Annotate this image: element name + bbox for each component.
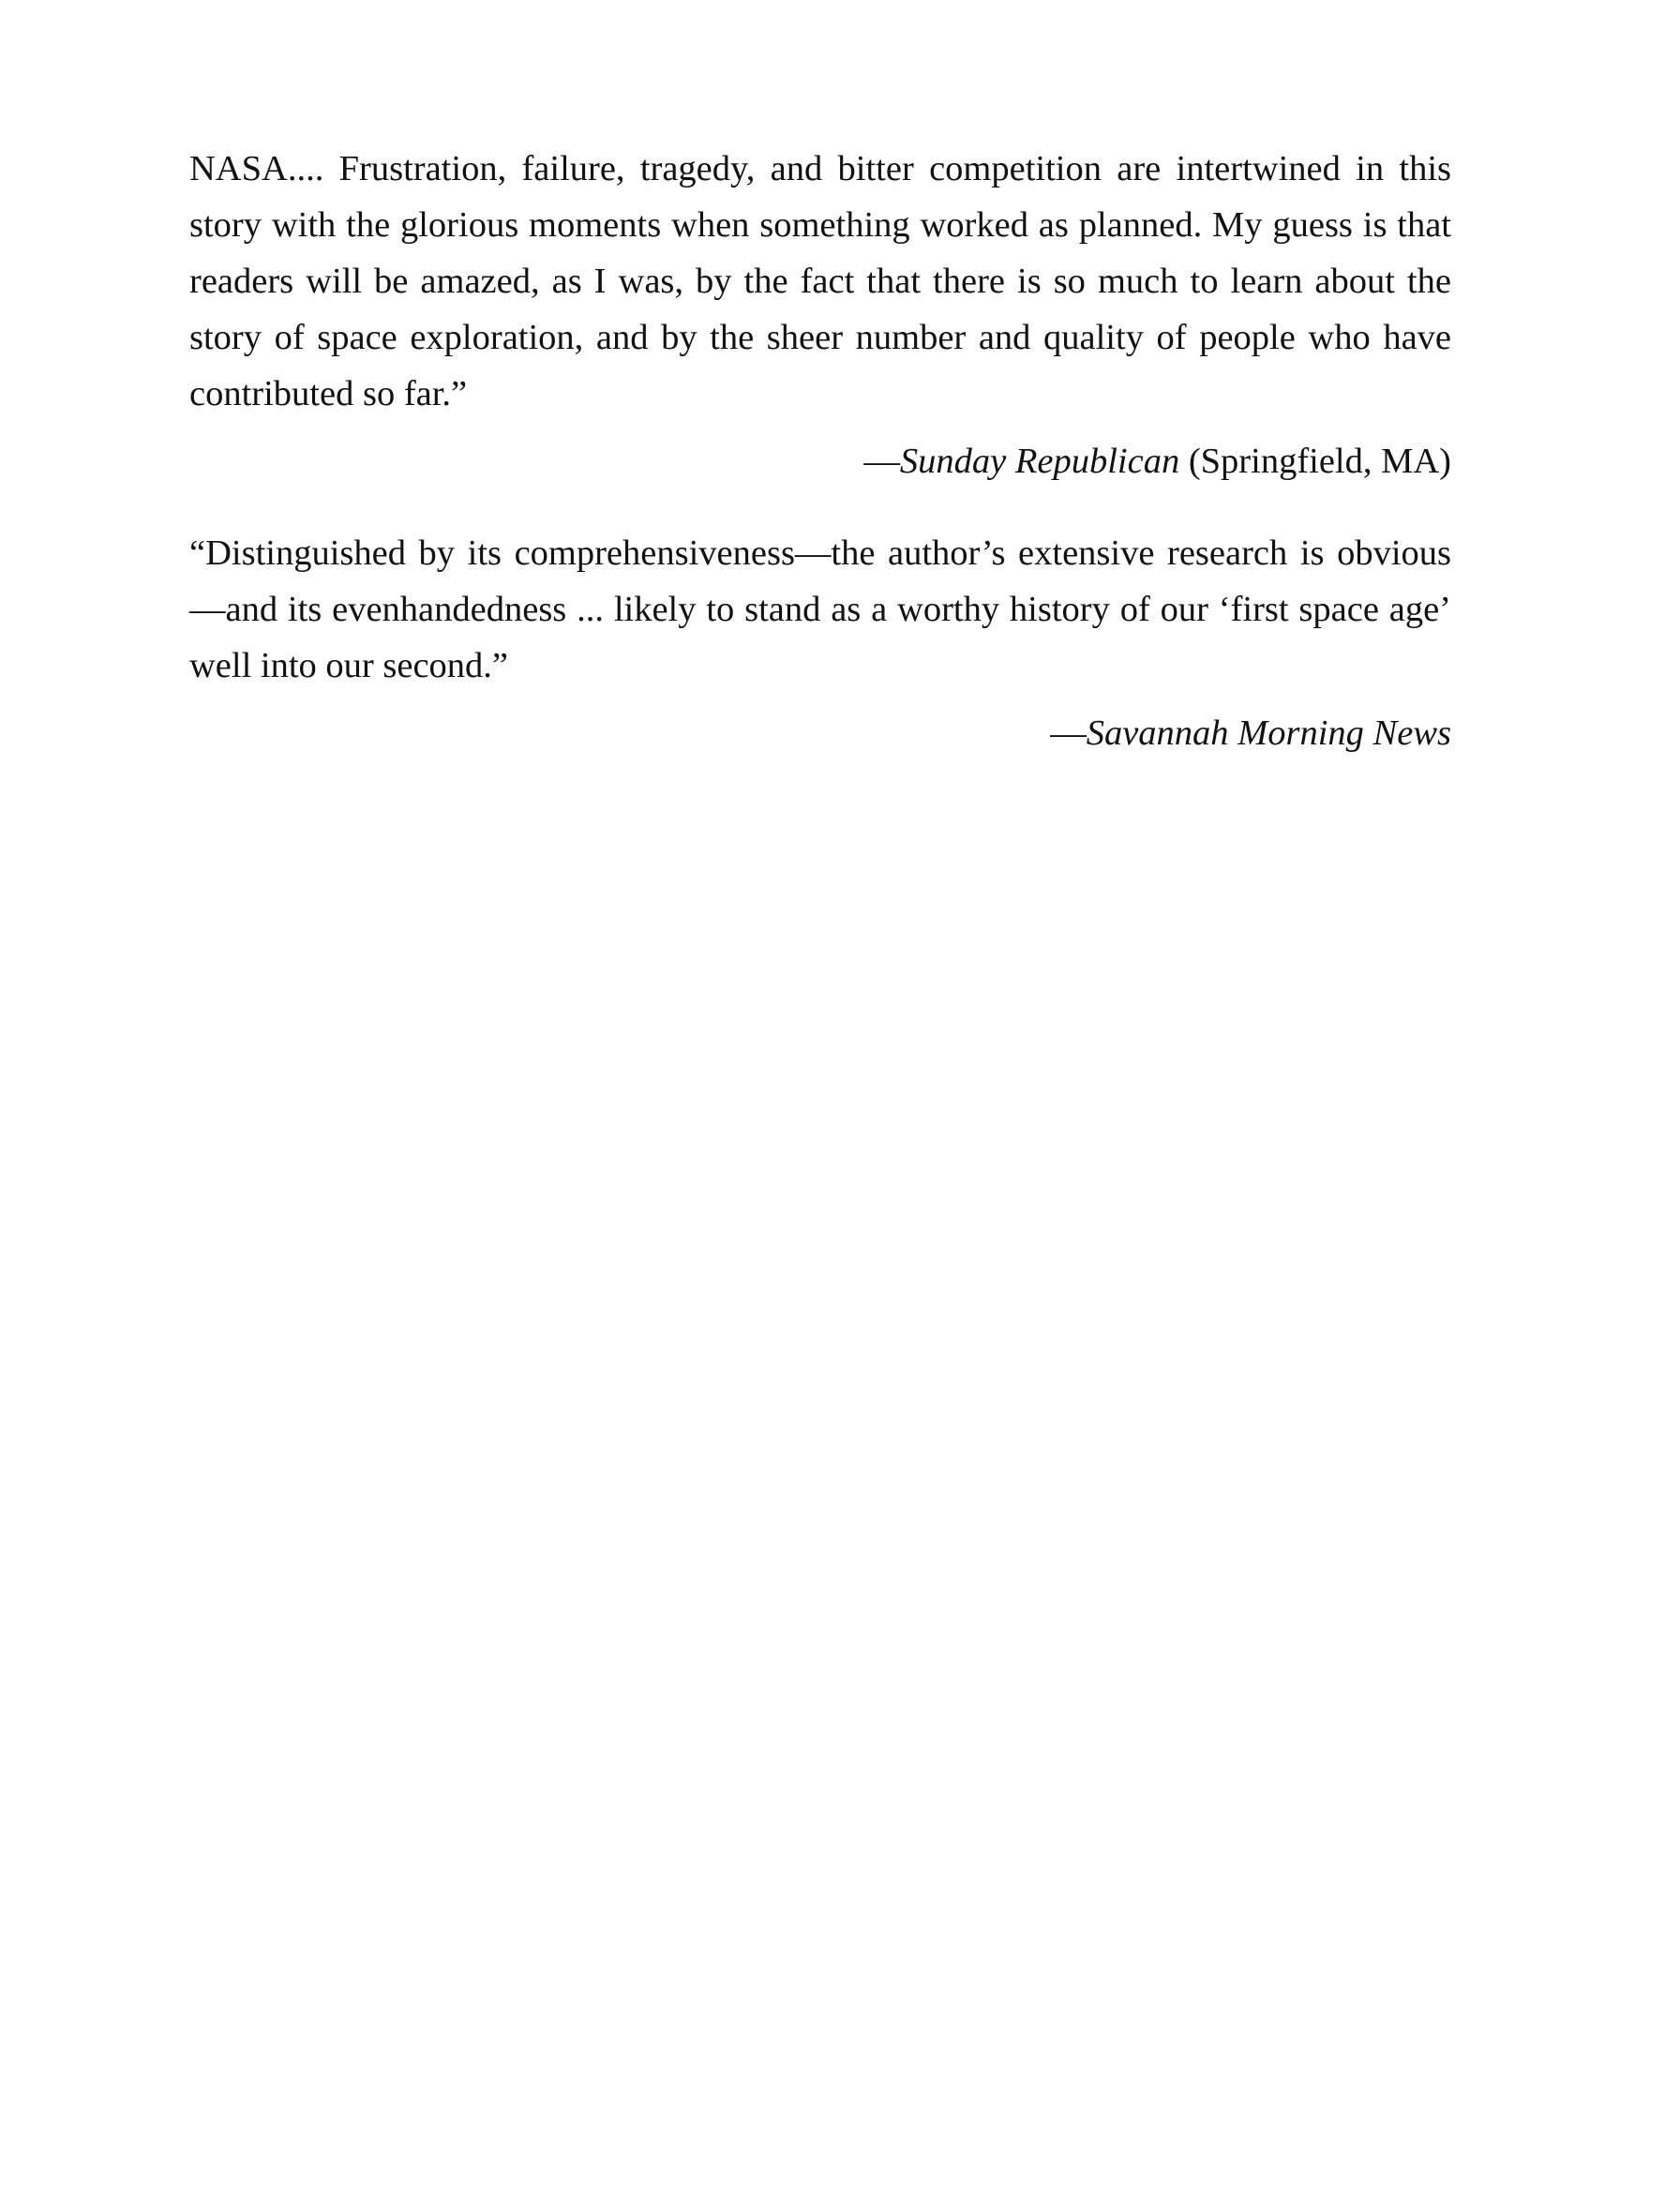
attribution-dash: —: [1050, 713, 1087, 753]
review-attribution-2: [189, 705, 1451, 761]
review-attribution-1: [189, 433, 1451, 489]
review-quote-1: NASA.... Frustration, failure, tragedy, and bitter competition are intertwined in this story with the glorious moments when something worked as planned. My guess is that readers will be amazed, as I was, by the fact that there is so much to learn about the story of space exploration, and by the sheer number and quality of people who have contributed so far.”: [189, 149, 1451, 413]
attribution-source: Savannah Morning News: [1086, 713, 1451, 753]
review-blurbs: [189, 141, 1451, 761]
attribution-location: (Springfield, MA): [1179, 442, 1451, 481]
review-quote-2: “Distinguished by its comprehensiveness—the author’s extensive research is obvious—and its evenhandedness ... likely to stand as a worthy history of our ‘first space age’ well into our second.”: [189, 533, 1451, 685]
attribution-dash: —: [863, 442, 900, 481]
attribution-source: Sunday Republican: [899, 442, 1180, 481]
